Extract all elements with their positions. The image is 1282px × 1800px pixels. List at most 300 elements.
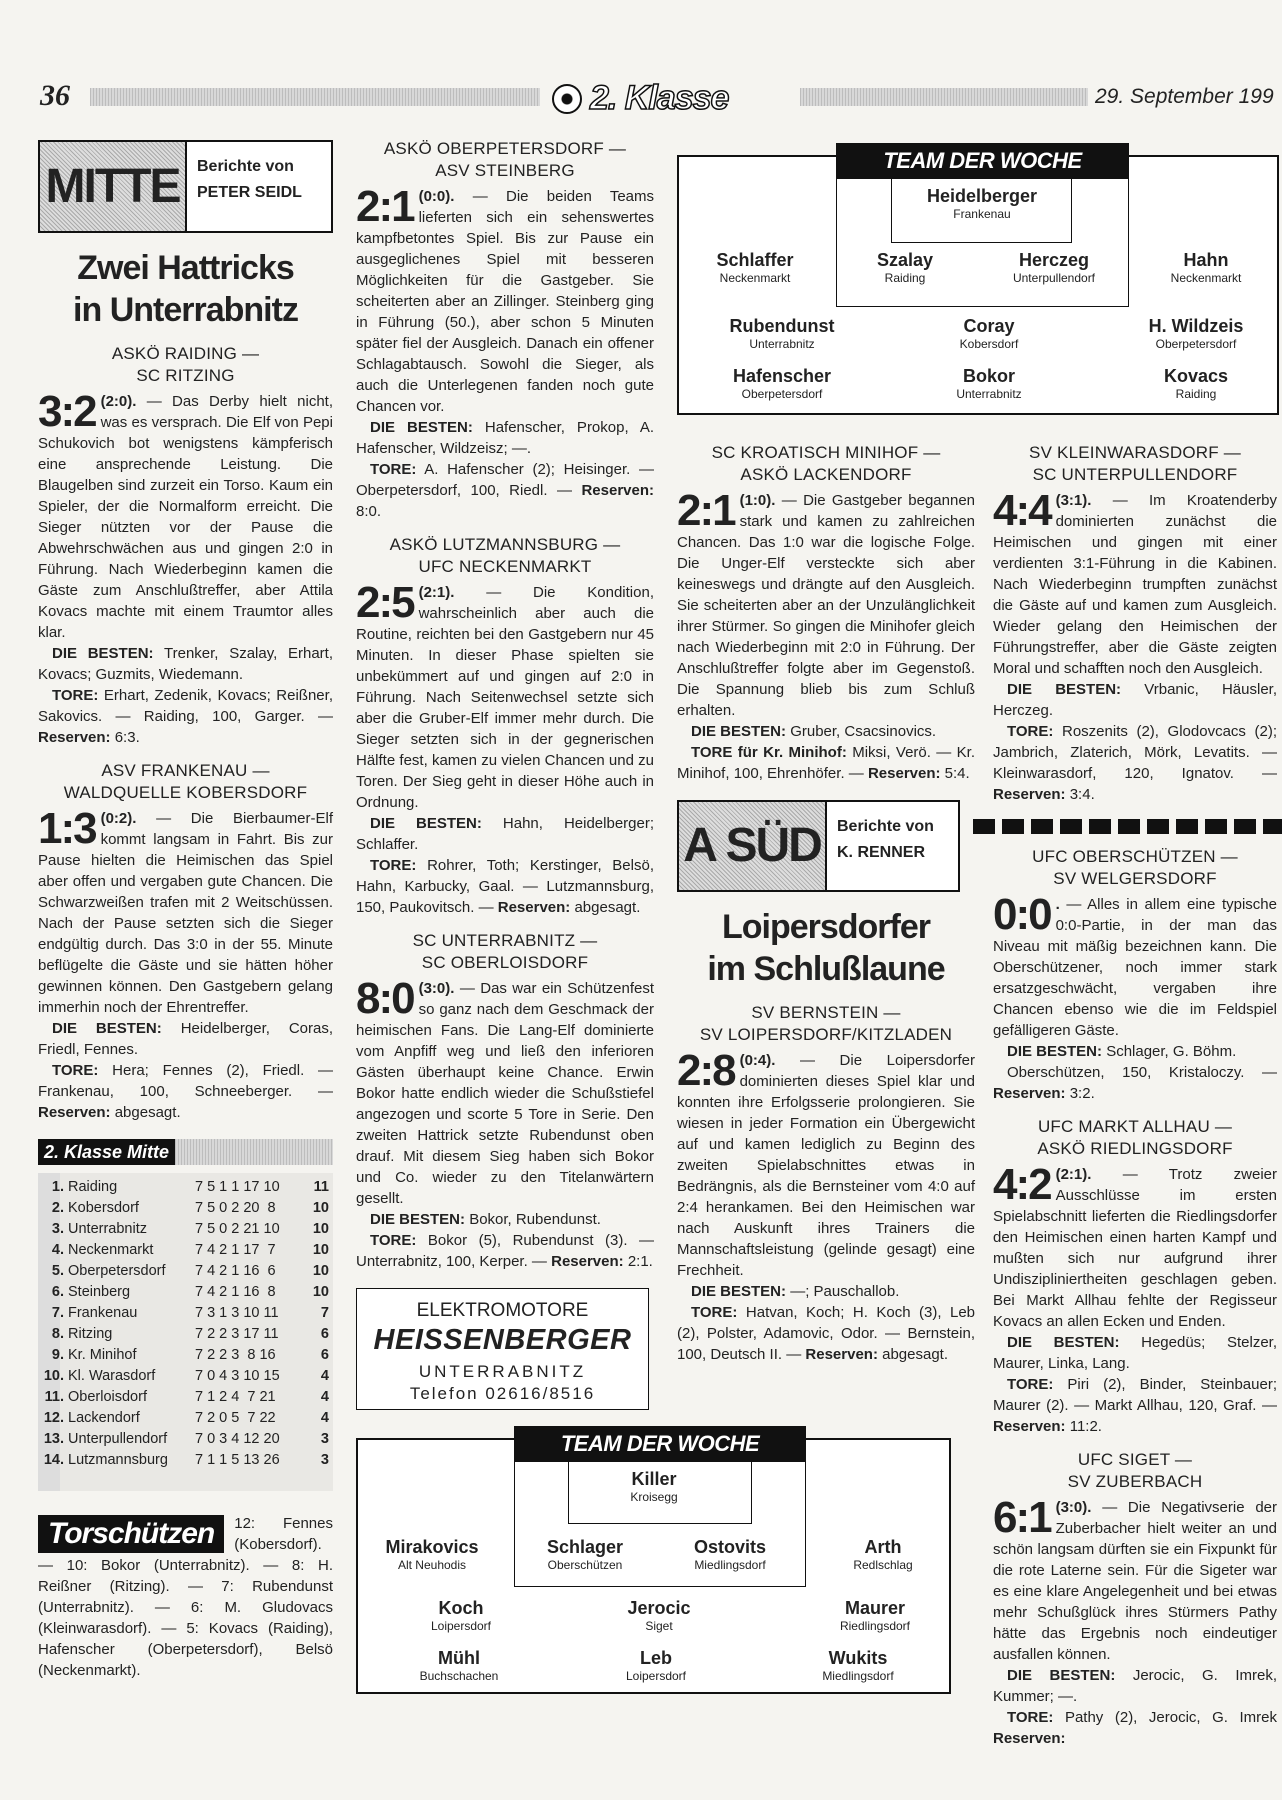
report-body: — Das Derby hielt nicht, was es versprach. Die Elf von Pepi Schukovich bot wenigstens kämpferisch eine ansprechende Leistung. Die Blaugelben sind zurzeit ein Torso. Kaum ein Spieler, der die Normalform erreicht. Die Sieger nützten vor der Pause die Abwehrschwächen aus und gingen 2:0 in Führung. Nach Wiederbeginn kamen die Gäste zum Anschlußtreffer, aber Attila Kovacs machte mit einem Traumtor alles klar.: [38, 393, 334, 641]
best-list: Bokor, Rubendunst.: [469, 1211, 601, 1228]
goals-label: TORE:: [370, 857, 417, 874]
best-list: Gruber, Csacsinovics.: [790, 723, 937, 740]
report-text: [993, 486, 1277, 679]
best-players: [677, 721, 975, 742]
points: 10: [312, 1263, 329, 1279]
home-team: ASKÖ OBERPETERSDORF —: [383, 139, 627, 158]
team-name: Neckenmarkt: [68, 1242, 154, 1258]
match-heading: [356, 138, 654, 182]
player-club: Unterpullendorf: [1012, 271, 1096, 285]
reserves-label: Reserven:: [867, 765, 941, 782]
report-text: [993, 1493, 1277, 1665]
home-team: SC KROATISCH MINIHOF —: [711, 443, 941, 462]
final-score: 4:2: [993, 1160, 1051, 1209]
team-name: Raiding: [68, 1179, 118, 1195]
best-label: DIE BESTEN:: [370, 1211, 466, 1228]
goals-label: TORE:: [52, 1062, 99, 1079]
top-scorers: [38, 1513, 333, 1681]
match-report: [356, 534, 654, 918]
advertisement: [356, 1288, 649, 1410]
match-report: [356, 930, 654, 1272]
best-list: Heidelberger, Coras, Friedl, Fennes.: [38, 1020, 334, 1058]
region-label: MITTE: [40, 142, 187, 231]
standings-row: [38, 1303, 333, 1324]
headline-line: Zwei Hattricks: [77, 249, 294, 287]
match-report: [38, 760, 333, 1123]
team-name: Lackendorf: [68, 1410, 140, 1426]
points: 3: [320, 1452, 329, 1468]
halftime-score: (3:0).: [418, 980, 455, 997]
standings-row: [38, 1366, 333, 1387]
goals-label: TORE:: [52, 687, 99, 704]
halftime-score: (2:0).: [100, 393, 137, 410]
headline-line: in Unterrabnitz: [73, 291, 298, 329]
player: [694, 1536, 766, 1573]
best-list: Hahn, Heidelberger; Schlaffer.: [356, 815, 655, 853]
home-team: SV KLEINWARASDORF —: [1029, 443, 1241, 462]
halftime-score: (3:1).: [1055, 492, 1092, 509]
player-name: Mühl: [437, 1648, 480, 1668]
rank: 10.: [43, 1368, 64, 1384]
rank: 7.: [51, 1305, 64, 1321]
goals-line: [993, 721, 1277, 805]
goals-line: [356, 1230, 654, 1272]
player-name: H. Wildzeis: [1148, 316, 1244, 336]
player: [1164, 365, 1228, 402]
home-team: ASKÖ RAIDING —: [111, 344, 260, 363]
points: 10: [312, 1242, 329, 1258]
report-text: [677, 486, 976, 721]
goals-list: Hera; Fennes (2), Friedl. — Frankenau, 100, Schneeberger. —: [38, 1062, 333, 1100]
player: [853, 1536, 912, 1573]
final-score: 6:1: [993, 1493, 1051, 1542]
report-body: — Das war ein Schützenfest so ganz nach dem Geschmack der heimischen Fans. Die Lang-Elf dominierte vom Anpfiff weg und ließ den inferioren Gästen überhaupt keine Chance. Erwin Bokor hatte endlich wieder die Schußstiefel angezogen und scorte 5 Tore in Serie. Den zweiten Hattrick setzte Rubendunst oben drauf. Mit diesem Sieg haben sich Bokor und Co. wieder zu den Titelanwärtern gesellt.: [356, 980, 654, 1207]
report-body: — Die Gastgeber begannen stark und kamen zu zahlreichen Chancen. Das 1:0 war die logische Folge. Die Unger-Elf versteckte sich aber keineswegs und drängte auf den Ausgleich. Sie scheiterten aber an der Unzulänglichkeit ihrer Stürmer. So gingen die Minihofer gleich nach Wiederbeginn mit 2:0 in Führung. Der Anschlußtreffer folgte aber im Gegenstoß. Die Spannung blieb bis zum Schluß erhalten.: [677, 492, 976, 719]
goals-list: Roszenits (2), Glodovcacs (2); Jambrich, Zlaterich, Mörk, Levatits. — Kleinwarasdorf, 120, Ignatov. —: [993, 723, 1277, 782]
report-text: [356, 182, 654, 417]
player: [1149, 315, 1244, 352]
rank: 8.: [51, 1326, 64, 1342]
match-report: [677, 1002, 975, 1365]
team-stats: 7 4 2 1 16 8: [195, 1284, 276, 1300]
rank: 4.: [51, 1242, 64, 1258]
rank: 14.: [43, 1452, 64, 1468]
goals-list: Erhart, Zedenik, Kovacs; Reißner, Sakovics. — Raiding, 100, Garger. —: [38, 687, 333, 725]
team-name: Kl. Warasdorf: [68, 1368, 156, 1384]
team-name: Unterpullendorf: [68, 1431, 168, 1447]
reserves-label: Reserven:: [993, 1085, 1066, 1102]
standings-row: [38, 1261, 333, 1282]
team-stats: 7 3 1 3 10 11: [195, 1305, 279, 1321]
page-number: 36: [40, 79, 70, 112]
report-text: [356, 974, 654, 1209]
rank: 13.: [43, 1431, 64, 1447]
report-body: — Die Loipersdorfer dominierten dieses Spiel klar und konnten ihre Erfolgsserie prolongieren. Sie wiesen in jeder Formation ein Übergewicht auf und kamen lediglich zu Beginn des zweiten Spielabschnittes etwas in Bedrängnis, als die Bernsteiner vom 4:0 auf 2:4 herankamen. Bei den Heimischen war nach Auskunft ihres Trainers die Mannschaftsleistung (gelinde gesagt) eine Frechheit.: [677, 1052, 975, 1279]
team-of-the-week-mitte: [677, 148, 1279, 415]
team-stats: 7 1 1 5 13 26: [195, 1452, 280, 1468]
reserves-label: Reserven:: [993, 1730, 1066, 1747]
player-club: Buchschachen: [419, 1669, 499, 1683]
region-box-mitte: [38, 140, 333, 233]
team-stats: 7 4 2 1 16 6: [195, 1263, 276, 1279]
points: 10: [312, 1221, 329, 1237]
ad-phone: Telefon 02616/8516: [409, 1384, 596, 1403]
goals-line: [38, 685, 333, 748]
best-players: [356, 813, 654, 855]
goals-list: Miksi, Verö. — Kr. Minihof, 100, Ehrenhöfer. —: [677, 744, 976, 782]
best-list: Schlager, G. Böhm.: [1106, 1043, 1237, 1060]
goals-line: [993, 1707, 1277, 1749]
standings-row: [38, 1324, 333, 1345]
goals-line: [356, 855, 654, 918]
player-club: Unterrabnitz: [749, 337, 815, 351]
player: [630, 1468, 677, 1505]
match-report: [993, 1449, 1277, 1749]
match-report: [356, 138, 654, 522]
team-stats: 7 0 4 3 10 15: [195, 1368, 280, 1384]
player: [877, 249, 933, 286]
best-label: DIE BESTEN:: [1007, 681, 1122, 698]
reserves-label: Reserven:: [993, 1418, 1066, 1435]
match-heading: [993, 846, 1277, 890]
reserves-label: Reserven:: [497, 899, 571, 916]
player: [385, 1536, 478, 1573]
away-team: SC RITZING: [136, 366, 235, 385]
ad-brand: HEISSENBERGER: [373, 1324, 632, 1356]
reserves-score: 3:4.: [1069, 786, 1095, 803]
final-score: 2:5: [356, 578, 414, 627]
reserves-score: 6:3.: [114, 729, 140, 746]
player-name: Herczeg: [1018, 250, 1090, 270]
final-score: 1:3: [38, 804, 96, 853]
standings-row: [38, 1345, 333, 1366]
headline-line: Loipersdorfer: [721, 908, 931, 946]
final-score: 2:8: [677, 1046, 735, 1095]
team-of-the-week-sued: [356, 1431, 951, 1694]
points: 4: [320, 1389, 329, 1405]
best-label: DIE BESTEN:: [1007, 1667, 1116, 1684]
headline-line: im Schlußlaune: [707, 950, 945, 988]
reserves-score: 3:2.: [1069, 1085, 1095, 1102]
standings-row: [38, 1450, 333, 1471]
final-score: 4:4: [993, 486, 1051, 535]
reserves-label: Reserven:: [581, 482, 654, 499]
player: [840, 1597, 910, 1634]
headline-sued: [677, 906, 975, 990]
player-name: Schlaffer: [716, 250, 794, 270]
player-club: Kobersdorf: [959, 337, 1019, 351]
player-club: Neckenmarkt: [719, 271, 791, 285]
final-score: 3:2: [38, 387, 96, 436]
column-3: [677, 430, 975, 1365]
match-heading: [38, 343, 333, 387]
byline-label: Berichte von: [197, 158, 294, 175]
reports-sued-3: [677, 1002, 975, 1365]
away-team: SC UNTERPULLENDORF: [1032, 465, 1238, 484]
reports-mitte-1: [38, 343, 333, 1123]
player-name: Ostovits: [693, 1537, 767, 1557]
player-club: Oberpetersdorf: [1155, 337, 1237, 351]
column-1: [38, 140, 333, 1681]
standings-row: [38, 1282, 333, 1303]
reserves-score: abgesagt.: [114, 1104, 181, 1121]
player-name: Wukits: [828, 1648, 888, 1668]
match-heading: [677, 442, 975, 486]
team-stats: 7 5 1 1 17 10: [195, 1179, 280, 1195]
goals-line: [677, 742, 975, 784]
halftime-score: (0:0).: [418, 188, 455, 205]
best-list: Trenker, Szalay, Erhart, Kovacs; Guzmits, Wiedemann.: [38, 645, 333, 683]
best-players: [356, 1209, 654, 1230]
section-title: 2. Klasse: [590, 79, 729, 117]
match-heading: [993, 442, 1277, 486]
reserves-score: abgesagt.: [574, 899, 641, 916]
team-stats: 7 5 0 2 20 8: [195, 1200, 276, 1216]
points: 4: [320, 1368, 329, 1384]
player-name: Arth: [864, 1537, 902, 1557]
team-stats: 7 1 2 4 7 21: [195, 1389, 276, 1405]
player-club: Redlschlag: [853, 1558, 913, 1572]
team-stats: 7 2 2 3 8 16: [195, 1347, 276, 1363]
match-report: [38, 343, 333, 748]
player: [927, 185, 1037, 222]
goals-label: TORE:: [370, 1232, 417, 1249]
best-players: [993, 1332, 1277, 1374]
final-score: 8:0: [356, 974, 414, 1023]
team-name: Unterrabnitz: [68, 1221, 147, 1237]
goals-list: Oberschützen, 150, Kristaloczy. —: [1007, 1064, 1277, 1081]
player: [1171, 249, 1242, 286]
byline: [187, 142, 312, 231]
halftime-score: (1:0).: [739, 492, 776, 509]
best-label: DIE BESTEN:: [370, 815, 482, 832]
rank: 1.: [51, 1179, 64, 1195]
report-body: — Trotz zweier Ausschlüsse im ersten Spielabschnitt lieferten die Riedlingsdorfer den Heimischen einen harten Kampf und mußten sich nur aufgrund ihrer Undiszipliniertheiten geschlagen geben. Bei Markt Allhau fehlte der Regisseur Kovacs an allen Ecken und Enden.: [993, 1166, 1277, 1330]
column-2: [356, 126, 654, 1410]
player: [547, 1536, 623, 1573]
rank: 9.: [51, 1347, 64, 1363]
player-club: Oberpetersdorf: [741, 387, 823, 401]
reports-mitte-3: [677, 442, 975, 784]
match-report: [993, 1116, 1277, 1437]
goals-label: TORE:: [1007, 723, 1054, 740]
author: PETER SEIDL: [197, 184, 302, 201]
best-label: DIE BESTEN:: [691, 723, 787, 740]
halftime-score: (0:4).: [739, 1052, 776, 1069]
player: [730, 315, 835, 352]
player: [716, 249, 793, 286]
best-list: —; Pauschallob.: [790, 1283, 900, 1300]
points: 7: [320, 1305, 329, 1321]
best-list: Jerocic, G. Imrek, Kummer; —.: [993, 1667, 1278, 1705]
standings-row: [38, 1387, 333, 1408]
home-team: UFC OBERSCHÜTZEN —: [1032, 847, 1238, 866]
halftime-score: (3:0).: [1055, 1499, 1092, 1516]
player-club: Alt Neuhodis: [397, 1558, 467, 1572]
team-title: TEAM DER WOCHE: [514, 1426, 806, 1462]
best-players: [993, 679, 1277, 721]
player-name: Killer: [631, 1469, 677, 1489]
away-team: ASV STEINBERG: [435, 161, 575, 180]
column-4: [993, 430, 1277, 1749]
report-text: [993, 890, 1277, 1041]
region-label: A SÜD: [679, 802, 827, 890]
away-team: SV WELGERSDORF: [1053, 869, 1217, 888]
best-players: [993, 1041, 1277, 1062]
player-name: Schlager: [546, 1537, 624, 1557]
goals-line: [993, 1062, 1277, 1104]
player-club: Frankenau: [953, 207, 1011, 221]
football-icon: [552, 84, 582, 114]
team-name: Frankenau: [68, 1305, 138, 1321]
team-stats: 7 2 2 3 17 11: [195, 1326, 279, 1342]
points: 6: [320, 1326, 329, 1342]
player: [431, 1597, 491, 1634]
home-team: UFC SIGET —: [1077, 1450, 1193, 1469]
player: [956, 365, 1021, 402]
player-name: Hafenscher: [732, 366, 832, 386]
player-name: Koch: [438, 1598, 484, 1618]
scorers-title: Torschützen: [38, 1515, 224, 1553]
report-body: — Im Kroatenderby dominierten zunächst die Heimischen und gingen mit einer verdienten 3:1-Führung in die Kabinen. Nach Wiederbeginn trumpften zunächst die Gäste auf und kamen zum Ausgleich. Wieder gelang den Heimischen der Führungstreffer, aber die Gäste zeigten Moral und schafften noch den Ausgleich.: [993, 492, 1277, 677]
away-team: ASKÖ LACKENDORF: [740, 465, 912, 484]
best-players: [356, 417, 654, 459]
rank: 12.: [43, 1410, 64, 1426]
reserves-label: Reserven:: [38, 1104, 111, 1121]
team-name: Kobersdorf: [68, 1200, 139, 1216]
goals-line: [677, 1302, 975, 1365]
player-club: Loipersdorf: [430, 1619, 492, 1633]
byline: [827, 802, 944, 890]
player-name: Jerocic: [627, 1598, 691, 1618]
match-heading: [38, 760, 333, 804]
issue-date: 29. September 199: [1095, 85, 1274, 108]
best-list: Hegedüs; Stelzer, Maurer, Linka, Lang.: [993, 1334, 1277, 1372]
match-heading: [356, 930, 654, 974]
reserves-label: Reserven:: [805, 1346, 878, 1363]
player-club: Neckenmarkt: [1170, 271, 1242, 285]
player-club: Raiding: [1175, 387, 1217, 401]
report-text: [38, 804, 333, 1018]
player-name: Bokor: [962, 366, 1015, 386]
player-club: Unterrabnitz: [956, 387, 1022, 401]
author: K. RENNER: [837, 844, 926, 861]
standings-title: 2. Klasse Mitte: [38, 1139, 175, 1165]
report-text: [356, 578, 654, 813]
team-name: Ritzing: [68, 1326, 113, 1342]
match-heading: [356, 534, 654, 578]
player-name: Mirakovics: [385, 1537, 479, 1557]
goals-list: Piri (2), Binder, Steinbauer; Maurer (2). — Markt Allhau, 120, Graf. —: [993, 1376, 1277, 1414]
player: [960, 315, 1019, 352]
header-rule: [800, 88, 1088, 106]
rank: 5.: [51, 1263, 64, 1279]
player-club: Loipersdorf: [625, 1669, 687, 1683]
player-club: Siget: [645, 1619, 673, 1633]
player-club: Oberschützen: [547, 1558, 623, 1572]
team-title: TEAM DER WOCHE: [836, 143, 1129, 179]
ad-town: UNTERRABNITZ: [418, 1362, 587, 1381]
goals-line: [993, 1374, 1277, 1437]
team-name: Steinberg: [68, 1284, 131, 1300]
goals-line: [38, 1060, 333, 1123]
standings-row: [38, 1219, 333, 1240]
standings-row: [38, 1198, 333, 1219]
player: [420, 1647, 499, 1684]
goals-label: TORE für Kr. Minihof:: [691, 744, 847, 761]
player-name: Leb: [639, 1648, 673, 1668]
halftime-score: (0:2).: [100, 810, 137, 827]
standings-table: [38, 1139, 333, 1491]
halftime-score: (2:1).: [1055, 1166, 1092, 1183]
player: [733, 365, 831, 402]
reports-mitte-2: [356, 138, 654, 1272]
reserves-score: 5:4.: [944, 765, 970, 782]
rank: 11.: [44, 1389, 64, 1405]
away-team: SV ZUBERBACH: [1067, 1472, 1203, 1491]
ad-line: ELEKTROMOTORE: [416, 1300, 589, 1321]
away-team: ASKÖ RIEDLINGSDORF: [1037, 1139, 1233, 1158]
home-team: ASV FRANKENAU —: [101, 761, 270, 780]
rank: 2.: [51, 1200, 64, 1216]
points: 11: [313, 1179, 329, 1195]
player-name: Heidelberger: [926, 186, 1038, 206]
team-stats: 7 5 0 2 21 10: [195, 1221, 280, 1237]
goals-list: Bokor (5), Rubendunst (3). — Unterrabnitz, 100, Kerper. —: [356, 1232, 654, 1270]
best-label: DIE BESTEN:: [691, 1283, 787, 1300]
header-rule: [90, 88, 540, 106]
report-text: [677, 1046, 975, 1281]
best-players: [38, 643, 333, 685]
goals-list: Hatvan, Koch; H. Koch (3), Leb (2), Polster, Adamovic, Odor. — Bernstein, 100, Deutsch II. —: [677, 1304, 976, 1363]
reserves-score: 11:2.: [1069, 1418, 1102, 1435]
best-label: DIE BESTEN:: [52, 1020, 162, 1037]
reserves-score: 8:0.: [356, 503, 382, 520]
match-report: [993, 442, 1277, 805]
best-list: Vrbanic, Häusler, Herczeg.: [993, 681, 1277, 719]
reserves-label: Reserven:: [551, 1253, 624, 1270]
player-club: Raiding: [884, 271, 926, 285]
team-stats: 7 4 2 1 17 7: [195, 1242, 276, 1258]
points: 4: [320, 1410, 329, 1426]
player-name: Szalay: [876, 250, 934, 270]
report-text: [993, 1160, 1277, 1332]
away-team: WALDQUELLE KOBERSDORF: [63, 783, 308, 802]
goals-label: TORE:: [1007, 1709, 1054, 1726]
match-report: [993, 846, 1277, 1104]
rank: 3.: [51, 1221, 64, 1237]
final-score: 2:1: [677, 486, 735, 535]
home-team: SV BERNSTEIN —: [751, 1003, 901, 1022]
final-score: 2:1: [356, 182, 414, 231]
points: 10: [312, 1200, 329, 1216]
points: 3: [320, 1431, 329, 1447]
reserves-label: Reserven:: [38, 729, 111, 746]
standings-row: [38, 1240, 333, 1261]
player-name: Rubendunst: [729, 316, 835, 336]
best-label: DIE BESTEN:: [370, 419, 473, 436]
report-text: [38, 387, 334, 643]
final-score: 0:0: [993, 890, 1051, 939]
headline-mitte: [38, 247, 333, 331]
rank: 6.: [51, 1284, 64, 1300]
halftime-score: .: [1055, 896, 1060, 913]
goals-list: A. Hafenscher (2); Heisinger. — Oberpetersdorf, 100, Riedl. —: [356, 461, 654, 499]
best-players: [38, 1018, 333, 1060]
halftime-score: (2:1).: [418, 584, 455, 601]
best-players: [993, 1665, 1277, 1707]
best-label: DIE BESTEN:: [52, 645, 154, 662]
